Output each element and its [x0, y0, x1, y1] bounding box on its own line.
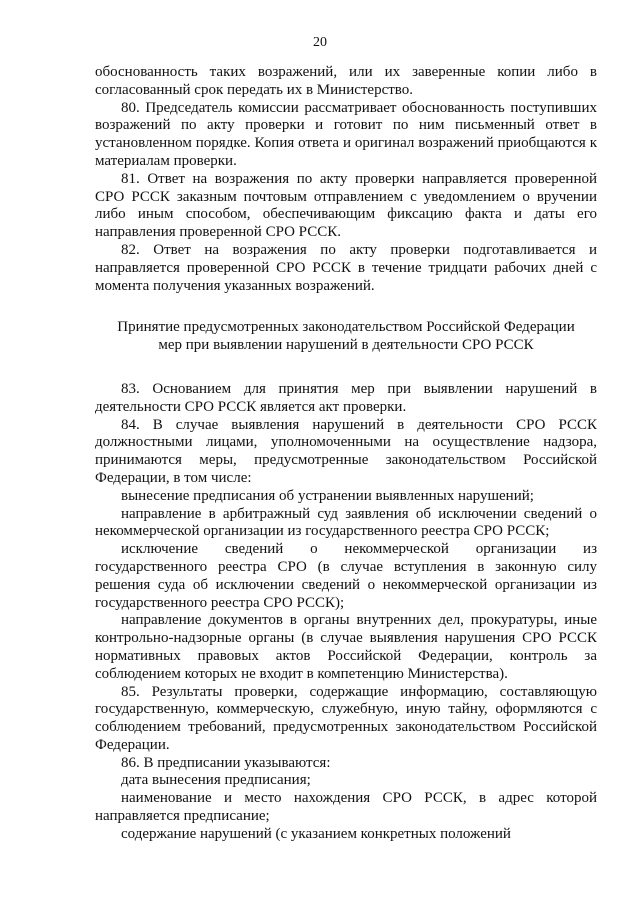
document-body — [95, 64, 597, 844]
section-heading-line-1: Принятие предусмотренных законодательством Российской Федерации — [117, 319, 575, 336]
list-item-arbitration: направление в арбитражный суд заявления об исключении сведений о некоммерческой организации из государственного реестра СРО РССК; — [95, 505, 597, 540]
list-item-name-location: наименование и место нахождения СРО РССК, в адрес которой направляется предписание; — [95, 790, 597, 825]
list-item-exclusion: исключение сведений о некоммерческой организации из государственного реестра СРО (в случае вступления в законную силу решения суда об исключении сведений о некоммерческой организации из государственного реестра СРО РССК); — [95, 541, 597, 611]
section-heading-line-2: мер при выявлении нарушений в деятельности СРО РССК — [158, 337, 534, 354]
section-heading — [95, 319, 597, 355]
list-item-prescription: вынесение предписания об устранении выявленных нарушений; — [121, 487, 534, 504]
paragraph-85: 85. Результаты проверки, содержащие информацию, составляющую государственную, коммерческую, служебную, иную тайну, оформляются с соблюдением требований, предусмотренных законодательством Российской Федерации. — [95, 683, 597, 753]
list-item-violations: содержание нарушений (с указанием конкретных положений — [121, 825, 511, 842]
paragraph-83: 83. Основанием для принятия мер при выявлении нарушений в деятельности СРО РССК является акт проверки. — [95, 380, 597, 415]
list-item-documents: направление документов в органы внутренних дел, прокуратуры, иные контрольно-надзорные органы (в случае выявления нарушения СРО РССК нормативных правовых актов Российской Федерации, контроль за соблюдением которых не входит в компетенцию Министерства). — [95, 612, 597, 682]
paragraph-86: 86. В предписании указываются: — [121, 754, 331, 771]
list-item-date: дата вынесения предписания; — [121, 772, 311, 789]
page-number: 20 — [313, 35, 327, 50]
paragraph-81: 81. Ответ на возражения по акту проверки направляется проверенной СРО РССК заказным почтовым отправлением с уведомлением о вручении либо иным способом, обеспечивающим фиксацию факта и даты его направления проверенной СРО РССК. — [95, 170, 597, 241]
paragraph-80: 80. Председатель комиссии рассматривает обоснованность поступивших возражений по акту проверки и готовит по ним письменный ответ в установленном порядке. Копия ответа и оригинал возражений приобщаются к материалам проверки. — [95, 99, 597, 169]
paragraph-82: 82. Ответ на возражения по акту проверки подготавливается и направляется проверенной СРО РССК в течение тридцати рабочих дней с момента получения указанных возражений. — [95, 241, 597, 294]
paragraph-84: 84. В случае выявления нарушений в деятельности СРО РССК должностными лицами, уполномоченными на осуществление надзора, принимаются меры, предусмотренные законодательством Российской Федерации, в том числе: — [95, 416, 597, 486]
paragraph-continuation: обоснованность таких возражений, или их заверенные копии либо в согласованный срок передать их в Министерство. — [95, 64, 597, 98]
